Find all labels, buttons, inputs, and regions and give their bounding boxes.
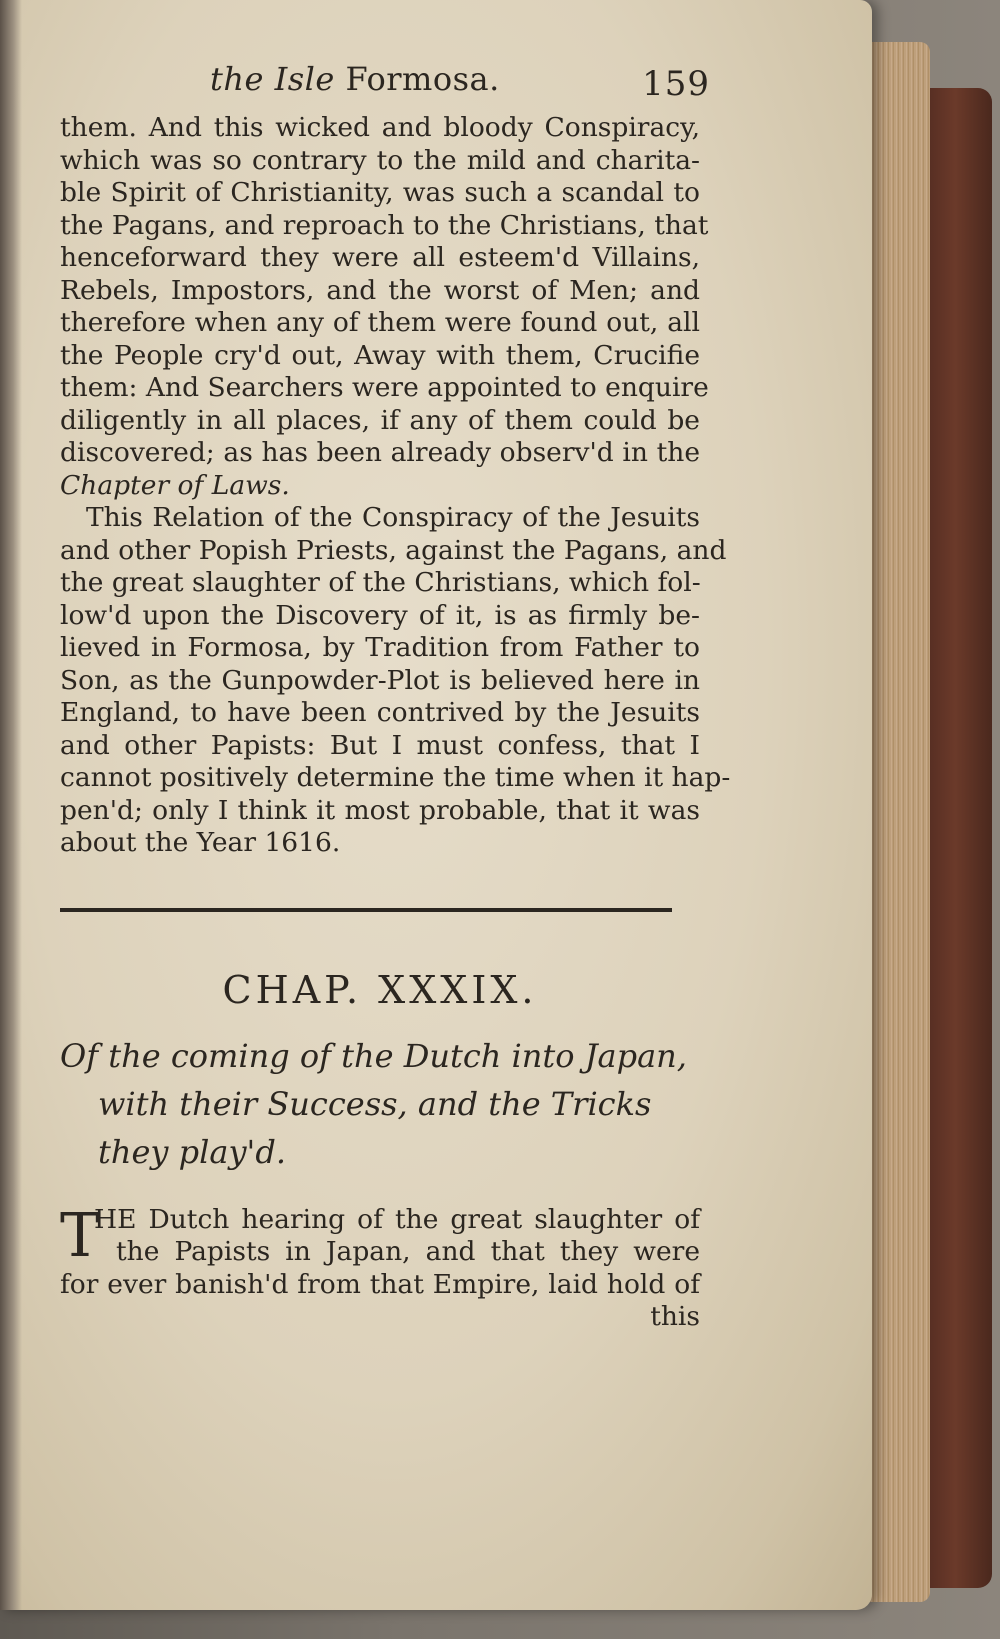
text-line: for ever banish'd from that Empire, laid hold of xyxy=(60,1268,700,1300)
page-number: 159 xyxy=(642,64,710,104)
text-line: Chapter of Laws. xyxy=(60,469,290,501)
chapter-title-line: Of the coming of the Dutch into Japan, xyxy=(60,1036,687,1075)
page-gutter xyxy=(0,0,22,1610)
chapter-title xyxy=(60,1032,700,1176)
text-line: lieved in Formosa, by Tradition from Father to xyxy=(60,632,700,663)
chapter-divider xyxy=(60,908,672,912)
drop-cap: T xyxy=(60,1200,101,1271)
paragraph-2 xyxy=(60,502,731,860)
text-line: the People cry'd out, Away with them, Crucifie xyxy=(60,339,700,371)
text-line: HE Dutch hearing of the great slaughter of xyxy=(94,1203,700,1235)
text-line: therefore when any of them were found out, all xyxy=(60,307,700,338)
chapter-number: CHAP. XXXIX. xyxy=(222,967,538,1012)
text-line: diligently in all places, if any of them could be xyxy=(60,404,700,436)
text-line: them: And Searchers were appointed to enquire xyxy=(60,372,709,403)
text-line: henceforward they were all esteem'd Villains, xyxy=(60,242,700,273)
text-line: the great slaughter of the Christians, which fol- xyxy=(60,567,701,598)
text-line: and other Popish Priests, against the Pagans, and xyxy=(60,534,727,566)
text-line: pen'd; only I think it most probable, that it was xyxy=(60,794,700,826)
text-line: Son, as the Gunpowder-Plot is believed here in xyxy=(60,664,700,696)
page-text xyxy=(60,60,731,1334)
running-title xyxy=(210,60,500,98)
text-line: This Relation of the Conspiracy of the Jesuits xyxy=(86,502,700,533)
text-line: ble Spirit of Christianity, was such a scandal to xyxy=(60,177,700,208)
paragraph-1 xyxy=(60,112,709,502)
text-line: cannot positively determine the time when it hap- xyxy=(60,762,731,793)
running-head xyxy=(60,60,710,112)
text-line: about the Year 1616. xyxy=(60,827,341,858)
text-line: them. And this wicked and bloody Conspiracy, xyxy=(60,112,700,143)
text-line: the Papists in Japan, and that they were xyxy=(116,1236,700,1267)
text-line: England, to have been contrived by the Jesuits xyxy=(60,697,700,728)
text-line: discovered; as has been already observ'd in the xyxy=(60,437,700,468)
chapter-title-line: they play'd. xyxy=(98,1132,286,1171)
text-line: the Pagans, and reproach to the Christians, that xyxy=(60,209,709,241)
text-line: which was so contrary to the mild and charita- xyxy=(60,144,700,176)
catchword: this xyxy=(650,1301,700,1332)
chapter-title-line: with their Success, and the Tricks xyxy=(98,1084,652,1123)
text-line: and other Papists: But I must confess, that I xyxy=(60,729,700,761)
text-line: low'd upon the Discovery of it, is as firmly be- xyxy=(60,599,700,631)
running-title-prefix: the Isle xyxy=(210,60,335,98)
text-line: Rebels, Impostors, and the worst of Men; and xyxy=(60,274,700,306)
chapter-opening xyxy=(60,1200,700,1334)
running-title-name: Formosa. xyxy=(345,60,500,98)
